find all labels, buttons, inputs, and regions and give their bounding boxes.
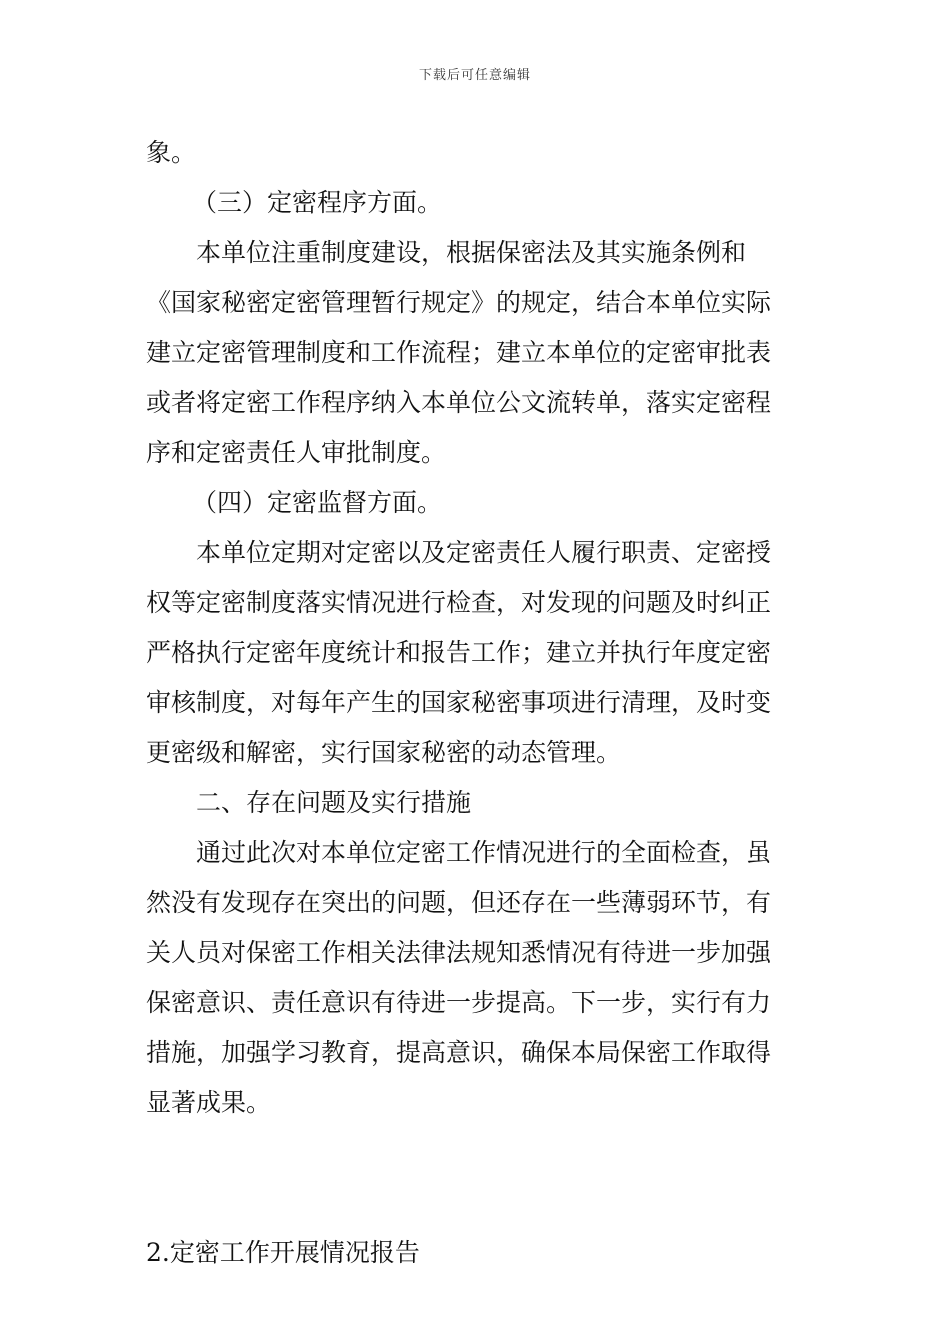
text-line: 审核制度，对每年产生的国家秘密事项进行清理，及时变 bbox=[146, 688, 772, 717]
text-line: 严格执行定密年度统计和报告工作；建立并执行年度定密 bbox=[146, 638, 772, 667]
subheading-supervision: （四）定密监督方面。 bbox=[192, 488, 443, 517]
text-line: 然没有发现存在突出的问题，但还存在一些薄弱环节，有 bbox=[146, 888, 772, 917]
text-line: 更密级和解密，实行国家秘密的动态管理。 bbox=[146, 738, 622, 767]
text-line: 关人员对保密工作相关法律法规知悉情况有待进一步加强 bbox=[146, 938, 772, 967]
text-line: 通过此次对本单位定密工作情况进行的全面检查，虽 bbox=[196, 838, 772, 867]
text-line: 措施，加强学习教育，提高意识，确保本局保密工作取得 bbox=[146, 1038, 772, 1067]
spacer bbox=[146, 1178, 810, 1228]
section-heading-problems: 二、存在问题及实行措施 bbox=[196, 788, 472, 817]
next-document-title: 2.定密工作开展情况报告 bbox=[146, 1238, 420, 1267]
text-line: 保密意识、责任意识有待进一步提高。下一步，实行有力 bbox=[146, 988, 772, 1017]
text-line: 象。 bbox=[146, 138, 197, 167]
text-line: 《国家秘密定密管理暂行规定》的规定，结合本单位实际 bbox=[146, 288, 772, 317]
document-body bbox=[146, 128, 810, 1278]
header-note: 下载后可任意编辑 bbox=[418, 68, 531, 83]
subheading-procedure: （三）定密程序方面。 bbox=[192, 188, 443, 217]
spacer bbox=[146, 1128, 810, 1178]
text-line: 序和定密责任人审批制度。 bbox=[146, 438, 447, 467]
text-line: 权等定密制度落实情况进行检查，对发现的问题及时纠正 bbox=[146, 588, 772, 617]
text-line: 本单位定期对定密以及定密责任人履行职责、定密授 bbox=[196, 538, 772, 567]
text-line: 建立定密管理制度和工作流程；建立本单位的定密审批表 bbox=[146, 338, 772, 367]
text-line: 显著成果。 bbox=[146, 1088, 272, 1117]
text-line: 本单位注重制度建设，根据保密法及其实施条例和 bbox=[196, 238, 747, 267]
text-line: 或者将定密工作程序纳入本单位公文流转单，落实定密程 bbox=[146, 388, 772, 417]
